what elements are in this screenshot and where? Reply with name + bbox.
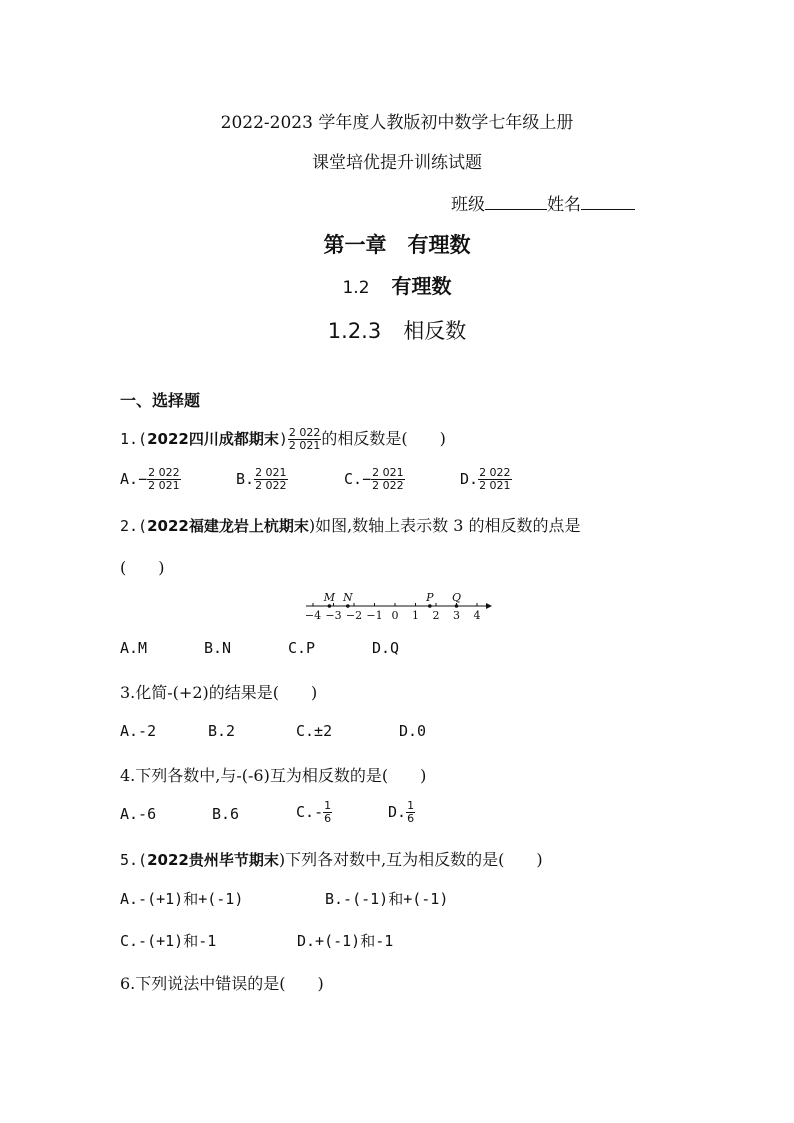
axis-arrow-icon <box>486 603 492 609</box>
section-number: 1.2 <box>342 278 370 298</box>
question-6: 6.下列说法中错误的是( ) <box>120 974 324 993</box>
class-label: 班级 <box>451 195 485 215</box>
q3-option-d[interactable]: D.0 <box>399 722 427 740</box>
q1-option-c[interactable]: C.− $\frac{2 021}{2 022}$ <box>344 466 404 492</box>
subsection-number: 1.2.3 <box>327 319 382 343</box>
question-source: 2022贵州毕节期末 <box>147 851 279 869</box>
number-line-tick-label: −1 <box>366 609 383 622</box>
q4-option-b[interactable]: B.6 <box>212 805 240 823</box>
q3-option-c[interactable]: C.±2 <box>296 722 333 740</box>
q2-option-d[interactable]: D.Q <box>372 639 400 657</box>
q3-option-b[interactable]: B.2 <box>208 722 236 740</box>
q2-option-c[interactable]: C.P <box>288 639 316 657</box>
class-name-line <box>451 190 635 215</box>
q5-option-d[interactable]: D.+(-1)和-1 <box>297 932 394 950</box>
number-line-tick-label: 2 <box>432 609 440 622</box>
number-line-point-label: M <box>323 591 336 604</box>
fraction: $\frac{2 022}{2 021}$ <box>148 466 180 492</box>
q5-option-a[interactable]: A.-(+1)和+(-1) <box>120 890 244 908</box>
number-line-point <box>455 604 459 608</box>
section-title <box>0 270 794 299</box>
part-title: 一、选择题 <box>120 391 201 410</box>
fraction: $\frac{2 021}{2 022}$ <box>372 466 404 492</box>
fraction: $\frac{1}{6}$ <box>407 799 415 825</box>
q1-option-d[interactable]: D. $\frac{2 022}{2 021}$ <box>460 466 511 492</box>
question-2-paren: ( ) <box>120 558 165 577</box>
q1-option-b[interactable]: B. $\frac{2 021}{2 022}$ <box>236 466 287 492</box>
number-line-tick-label: 1 <box>412 609 419 622</box>
q4-option-c[interactable]: C.- $\frac{1}{6}$ <box>296 799 332 825</box>
question-3: 3.化简-(+2)的结果是( ) <box>120 683 318 702</box>
number-line-tick-label: 3 <box>453 609 460 622</box>
q5-option-b[interactable]: B.-(-1)和+(-1) <box>325 890 449 908</box>
question-2: 2.(2022福建龙岩上杭期末)如图,数轴上表示数 3 的相反数的点是 <box>120 516 581 535</box>
number-line-point-label: Q <box>451 591 462 604</box>
number-line-tick-label: 0 <box>391 609 399 622</box>
question-source: 2022福建龙岩上杭期末 <box>147 517 309 535</box>
q2-option-b[interactable]: B.N <box>204 639 232 657</box>
number-line-figure <box>300 589 500 625</box>
fraction: $\frac{2 022}{2 021}$ <box>288 426 321 452</box>
number-line-tick-label: −4 <box>304 609 322 622</box>
name-blank[interactable] <box>581 192 635 210</box>
question-1: 1.(2022四川成都期末) $\frac{2 022}{2 021}$ 的相反数是( ) <box>120 426 446 452</box>
number-line-point-label: N <box>343 591 353 604</box>
section-name: 有理数 <box>391 274 452 298</box>
class-blank[interactable] <box>485 192 547 210</box>
number-line-tick-label: −2 <box>345 609 363 622</box>
number-line-point <box>328 604 332 608</box>
question-4: 4.下列各数中,与-(-6)互为相反数的是( ) <box>120 766 427 785</box>
q5-option-c[interactable]: C.-(+1)和-1 <box>120 932 217 950</box>
number-line-tick-label: 4 <box>473 609 481 622</box>
number-line-tick-label: −3 <box>325 609 342 622</box>
number-line-point <box>428 604 432 608</box>
name-label: 姓名 <box>547 195 581 215</box>
q3-option-a[interactable]: A.-2 <box>120 722 157 740</box>
chapter-title: 第一章 有理数 <box>323 233 471 257</box>
q2-option-a[interactable]: A.M <box>120 639 148 657</box>
fraction: $\frac{1}{6}$ <box>324 799 332 825</box>
q4-option-a[interactable]: A.-6 <box>120 805 157 823</box>
fraction: $\frac{2 021}{2 022}$ <box>255 466 287 492</box>
q1-option-a[interactable]: A.− $\frac{2 022}{2 021}$ <box>120 466 180 492</box>
number-line-point-label: P <box>426 591 434 604</box>
question-source: 2022四川成都期末 <box>147 430 279 448</box>
number-line-point <box>346 604 350 608</box>
document-title: 2022-2023 学年度人教版初中数学七年级上册 <box>220 113 574 133</box>
q4-option-d[interactable]: D. $\frac{1}{6}$ <box>388 799 415 825</box>
subsection-name: 相反数 <box>403 319 467 343</box>
question-5: 5.(2022贵州毕节期末)下列各对数中,互为相反数的是( ) <box>120 850 543 869</box>
subsection-title <box>0 315 794 345</box>
document-subtitle: 课堂培优提升训练试题 <box>312 153 482 173</box>
fraction: $\frac{2 022}{2 021}$ <box>479 466 511 492</box>
